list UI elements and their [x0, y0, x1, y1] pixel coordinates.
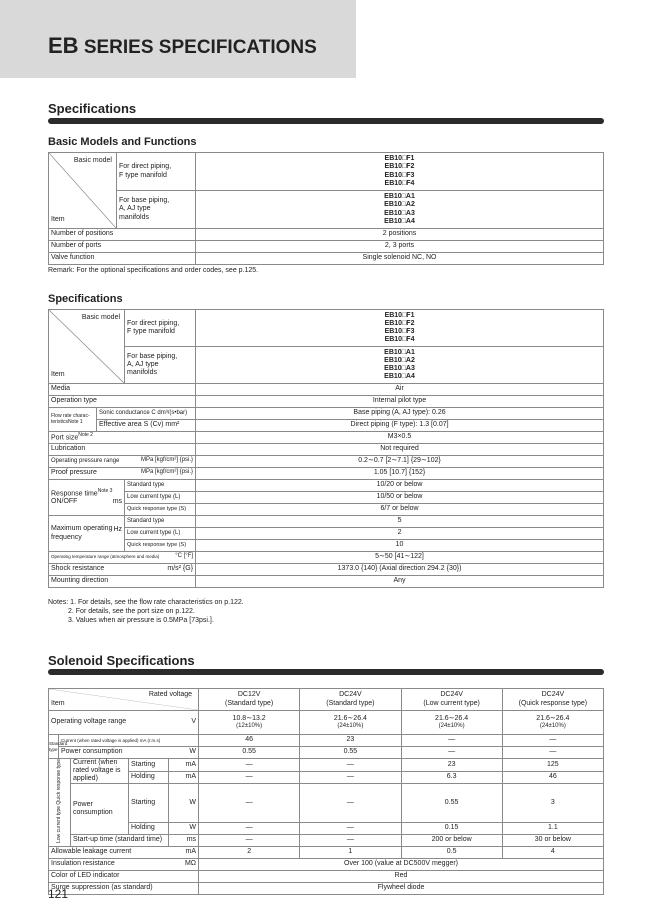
leakage-value: 4: [502, 846, 603, 858]
frequency-value: 2: [196, 528, 604, 540]
op-voltage-cell: [199, 711, 300, 735]
specifications-heading: Specifications: [48, 101, 137, 116]
temp-label: [49, 552, 196, 564]
row-value: Single solenoid NC, NO: [196, 253, 604, 265]
basic-corner-top: Basic model: [73, 157, 112, 164]
std-current-value: —: [401, 735, 502, 747]
response-value: 10/20 or below: [196, 480, 604, 492]
model-f2: EB10□F2: [384, 163, 415, 171]
specifications-table: [48, 309, 604, 588]
op-pressure-value: 0.2∼0.7 [2∼7.1] {29∼102}: [196, 456, 604, 468]
op-voltage-cell: [300, 711, 401, 735]
frequency-label: [49, 516, 125, 552]
lc-value: —: [300, 784, 401, 823]
row-item: Number of positions: [49, 229, 196, 241]
row-item: Mounting direction: [49, 576, 196, 588]
voltage-range: 21.6∼26.4: [435, 715, 469, 723]
std-power-value: 0.55: [300, 747, 401, 759]
table-row: [49, 492, 604, 504]
unit-label: W: [169, 822, 199, 834]
basic-corner-cell: [49, 153, 117, 229]
unit-label: mA: [169, 759, 199, 772]
flow-rate-label: Flow rate charac- teristicsNote 1: [49, 408, 97, 432]
table-row: [49, 253, 604, 265]
table-row: [49, 229, 604, 241]
table-row: [49, 747, 604, 759]
temp-value: 5∼50 [41∼122]: [196, 552, 604, 564]
surge-label: Surge suppression (as standard): [49, 882, 199, 894]
base-piping-label: For base piping, A, AJ type manifolds: [117, 191, 196, 229]
response-value: 10/50 or below: [196, 492, 604, 504]
model-a4: EB10□A4: [384, 217, 415, 225]
port-size-note: Note 2: [78, 431, 93, 438]
leakage-value: 2: [199, 846, 300, 858]
model-f3: EB10□F3: [384, 171, 415, 179]
lc-current-label: Current (when rated voltage is applied): [71, 759, 129, 784]
table-row: [49, 540, 604, 552]
table-row: [49, 711, 604, 735]
model-f4: EB10□F4: [384, 179, 415, 187]
column-header: DC24V (Low current type): [401, 689, 502, 711]
spec-base-label: For base piping, A, AJ type manifolds: [125, 347, 196, 384]
lc-value: —: [199, 771, 300, 784]
proof-unit: MPa [kgf/cm²] {psi.}: [141, 469, 194, 476]
std-current-value: 23: [300, 735, 401, 747]
row-item: Valve function: [49, 253, 196, 265]
table-row: [49, 384, 604, 396]
lc-value: 46: [502, 771, 603, 784]
note-2: 2. For details, see the port size on p.122.: [68, 608, 195, 616]
op-voltage-item: Operating voltage range: [51, 718, 127, 726]
response-type: Low current type (L): [125, 492, 196, 504]
voltage-range: 21.6∼26.4: [333, 715, 367, 723]
table-row: [49, 822, 604, 834]
spec-notes: [48, 598, 244, 625]
page-title: [48, 33, 317, 59]
response-time-label: [49, 480, 125, 516]
row-value: Not required: [196, 444, 604, 456]
frequency-type: Standard type: [125, 516, 196, 528]
frequency-type: Quick response type (S): [125, 540, 196, 552]
startup-value: 200 or below: [401, 834, 502, 846]
table-row: [49, 408, 604, 420]
row-value: Air: [196, 384, 604, 396]
lc-value: —: [199, 822, 300, 834]
solenoid-corner-top: Rated voltage: [148, 691, 193, 698]
note-1: Notes: 1. For details, see the flow rate characteristics on p.122.: [48, 599, 244, 606]
op-voltage-unit: V: [191, 718, 197, 726]
spec-direct-models: [196, 310, 604, 347]
port-size-value: M3×0.5: [196, 432, 604, 444]
op-voltage-cell: [401, 711, 502, 735]
base-models: [196, 191, 604, 229]
leakage-unit: mA: [185, 848, 197, 856]
basic-models-heading: Basic Models and Functions: [48, 136, 197, 148]
voltage-tolerance: (24±10%): [438, 723, 465, 730]
table-row: [49, 771, 604, 784]
shock-label: [49, 564, 196, 576]
lc-value: 0.15: [401, 822, 502, 834]
model-f1: EB10□F1: [384, 155, 415, 163]
frequency-item: Maximum operating frequency: [51, 525, 113, 541]
sonic-conductance-value: Base piping (A, AJ type): 0.26: [196, 408, 604, 420]
table-row: [49, 432, 604, 444]
temp-item: Operating temperature range (atmosphere and media): [51, 554, 160, 560]
model-a3: EB10□A3: [384, 209, 415, 217]
response-value: 6/7 or below: [196, 504, 604, 516]
insulation-unit: MΩ: [184, 860, 197, 868]
lc-value: —: [300, 771, 401, 784]
std-power-item: Power consumption: [61, 748, 123, 756]
holding-label: Holding: [129, 822, 169, 834]
table-row: [49, 456, 604, 468]
section-rule: [48, 669, 604, 675]
table-row: [49, 444, 604, 456]
model-a3: EB10□A3: [384, 365, 415, 372]
shock-item: Shock resistance: [51, 565, 105, 573]
basic-models-table: [48, 152, 604, 265]
row-value: Any: [196, 576, 604, 588]
table-row: [49, 846, 604, 858]
lowquick-label: Low current type Quick response type: [55, 759, 62, 843]
direct-models: [196, 153, 604, 191]
voltage-range: 21.6∼26.4: [536, 715, 570, 723]
solenoid-heading: Solenoid Specifications: [48, 653, 195, 668]
op-pressure-unit: MPa [kgf/cm²] {psi.}: [141, 457, 194, 464]
spec-direct-label: For direct piping, F type manifold: [125, 310, 196, 347]
row-value: 2 positions: [196, 229, 604, 241]
table-row: [49, 858, 604, 870]
starting-label: Starting: [129, 784, 169, 823]
table-row: [49, 784, 604, 823]
port-size-label: [49, 432, 196, 444]
lc-value: 0.55: [401, 784, 502, 823]
section-rule: [48, 118, 604, 124]
insulation-value: Over 100 (value at DC500V megger): [199, 858, 604, 870]
title-rest: SERIES SPECIFICATIONS: [78, 37, 317, 58]
sonic-conductance-label: Sonic conductance C dm³/(s•bar): [97, 408, 196, 420]
solenoid-corner-bottom: Item: [51, 699, 65, 707]
std-power-unit: W: [189, 748, 197, 756]
proof-value: 1.05 [10.7] {152}: [196, 468, 604, 480]
lc-value: 125: [502, 759, 603, 772]
surge-value: Flywheel diode: [199, 882, 604, 894]
spec-corner-cell: [49, 310, 125, 384]
basic-corner-bottom: Item: [51, 215, 65, 223]
table-row: [49, 576, 604, 588]
lc-value: —: [300, 759, 401, 772]
leakage-value: 1: [300, 846, 401, 858]
title-prefix: EB: [48, 33, 79, 58]
leakage-value: 0.5: [401, 846, 502, 858]
port-size-item: Port size: [51, 434, 79, 442]
std-current-label: Current (when rated voltage is applied) mA (r.m.s): [59, 735, 199, 747]
table-row: [49, 396, 604, 408]
insulation-item: Insulation resistance: [51, 860, 115, 868]
temp-unit: °C [°F]: [175, 553, 194, 560]
table-row: [49, 420, 604, 432]
table-row: [49, 882, 604, 894]
solenoid-corner-cell: [49, 689, 199, 711]
holding-label: Holding: [129, 771, 169, 784]
insulation-label: [49, 858, 199, 870]
response-type: Quick response type (S): [125, 504, 196, 516]
row-item: Media: [49, 384, 196, 396]
std-current-value: 46: [199, 735, 300, 747]
row-item: Number of ports: [49, 241, 196, 253]
table-row: [49, 735, 604, 747]
shock-unit: m/s² {G}: [167, 565, 194, 573]
table-row: [49, 480, 604, 492]
table-row: [49, 516, 604, 528]
led-value: Red: [199, 870, 604, 882]
spec-corner-bottom: Item: [51, 370, 65, 378]
table-row: [49, 468, 604, 480]
startup-value: —: [199, 834, 300, 846]
model-a2: EB10□A2: [384, 201, 415, 209]
table-row: [49, 504, 604, 516]
model-f2: EB10□F2: [384, 319, 415, 327]
column-header: DC24V (Quick response type): [502, 689, 603, 711]
proof-item: Proof pressure: [51, 469, 97, 477]
lc-value: 3: [502, 784, 603, 823]
effective-area-value: Direct piping (F type): 1.3 [0.07]: [196, 420, 604, 432]
frequency-type: Low current type (L): [125, 528, 196, 540]
unit-label: W: [169, 784, 199, 823]
model-a1: EB10□A1: [384, 348, 415, 356]
column-header: DC12V (Standard type): [199, 689, 300, 711]
table-row: [49, 564, 604, 576]
model-a1: EB10□A1: [384, 193, 415, 201]
model-f4: EB10□F4: [384, 336, 415, 344]
lc-value: —: [199, 784, 300, 823]
startup-value: —: [300, 834, 401, 846]
solenoid-table: [48, 688, 604, 895]
unit-label: mA: [169, 771, 199, 784]
op-pressure-label: [49, 456, 196, 468]
response-sub: ON/OFF: [51, 498, 78, 506]
shock-value: 1373.0 {140} (Axial direction 294.2 {30}): [196, 564, 604, 576]
standard-type-label: Standard type: [49, 735, 59, 759]
op-voltage-label: [49, 711, 199, 735]
op-pressure-item: Operating pressure range: [51, 458, 120, 465]
table-row: [49, 528, 604, 540]
response-note: Note 3: [97, 487, 113, 494]
page-number: 121: [48, 887, 69, 901]
model-a4: EB10□A4: [384, 373, 415, 381]
table-row: [49, 870, 604, 882]
response-item: Response time: [51, 490, 98, 498]
leakage-label: [49, 846, 199, 858]
effective-area-label: Effective area S (Cv) mm²: [97, 420, 196, 432]
std-power-value: —: [401, 747, 502, 759]
voltage-range: 10.8∼13.2: [232, 715, 266, 723]
model-a2: EB10□A2: [384, 356, 415, 364]
frequency-value: 5: [196, 516, 604, 528]
leakage-item: Allowable leakage current: [51, 848, 132, 856]
model-f1: EB10□F1: [384, 311, 415, 319]
table-row: [49, 834, 604, 846]
frequency-unit: Hz: [113, 525, 123, 533]
specifications-subheading: Specifications: [48, 293, 123, 305]
lc-value: 1.1: [502, 822, 603, 834]
column-header: DC24V (Standard type): [300, 689, 401, 711]
note-3: 3. Values when air pressure is 0.5MPa [73psi.].: [68, 617, 214, 625]
lowquick-label-cell: [49, 759, 71, 847]
std-power-label: [59, 747, 199, 759]
starting-label: Starting: [129, 759, 169, 772]
response-unit: ms: [112, 498, 123, 506]
spec-corner-top: Basic model: [81, 314, 121, 321]
led-label: Color of LED indicator: [49, 870, 199, 882]
model-f3: EB10□F3: [384, 328, 415, 335]
proof-pressure-label: [49, 468, 196, 480]
table-row: [49, 759, 604, 772]
table-row: [49, 241, 604, 253]
spec-base-models: [196, 347, 604, 384]
unit-label: ms: [169, 834, 199, 846]
std-power-value: —: [502, 747, 603, 759]
row-value: Internal pilot type: [196, 396, 604, 408]
direct-piping-label: For direct piping, F type manifold: [117, 153, 196, 191]
lc-value: 23: [401, 759, 502, 772]
row-value: 2, 3 ports: [196, 241, 604, 253]
lc-value: 6.3: [401, 771, 502, 784]
startup-value: 30 or below: [502, 834, 603, 846]
table-row: [49, 552, 604, 564]
lc-power-label: Power consumption: [71, 784, 129, 835]
lc-value: —: [300, 822, 401, 834]
std-power-value: 0.55: [199, 747, 300, 759]
voltage-tolerance: (12±10%): [236, 723, 263, 730]
startup-label: Start-up time (standard time): [71, 834, 169, 846]
row-item: Lubrication: [49, 444, 196, 456]
std-current-value: —: [502, 735, 603, 747]
frequency-value: 10: [196, 540, 604, 552]
voltage-tolerance: (24±10%): [539, 723, 566, 730]
response-type: Standard type: [125, 480, 196, 492]
row-item: Operation type: [49, 396, 196, 408]
basic-remark: Remark: For the optional specifications and order codes, see p.125.: [48, 267, 259, 274]
lc-value: —: [199, 759, 300, 772]
voltage-tolerance: (24±10%): [337, 723, 364, 730]
op-voltage-cell: [502, 711, 603, 735]
